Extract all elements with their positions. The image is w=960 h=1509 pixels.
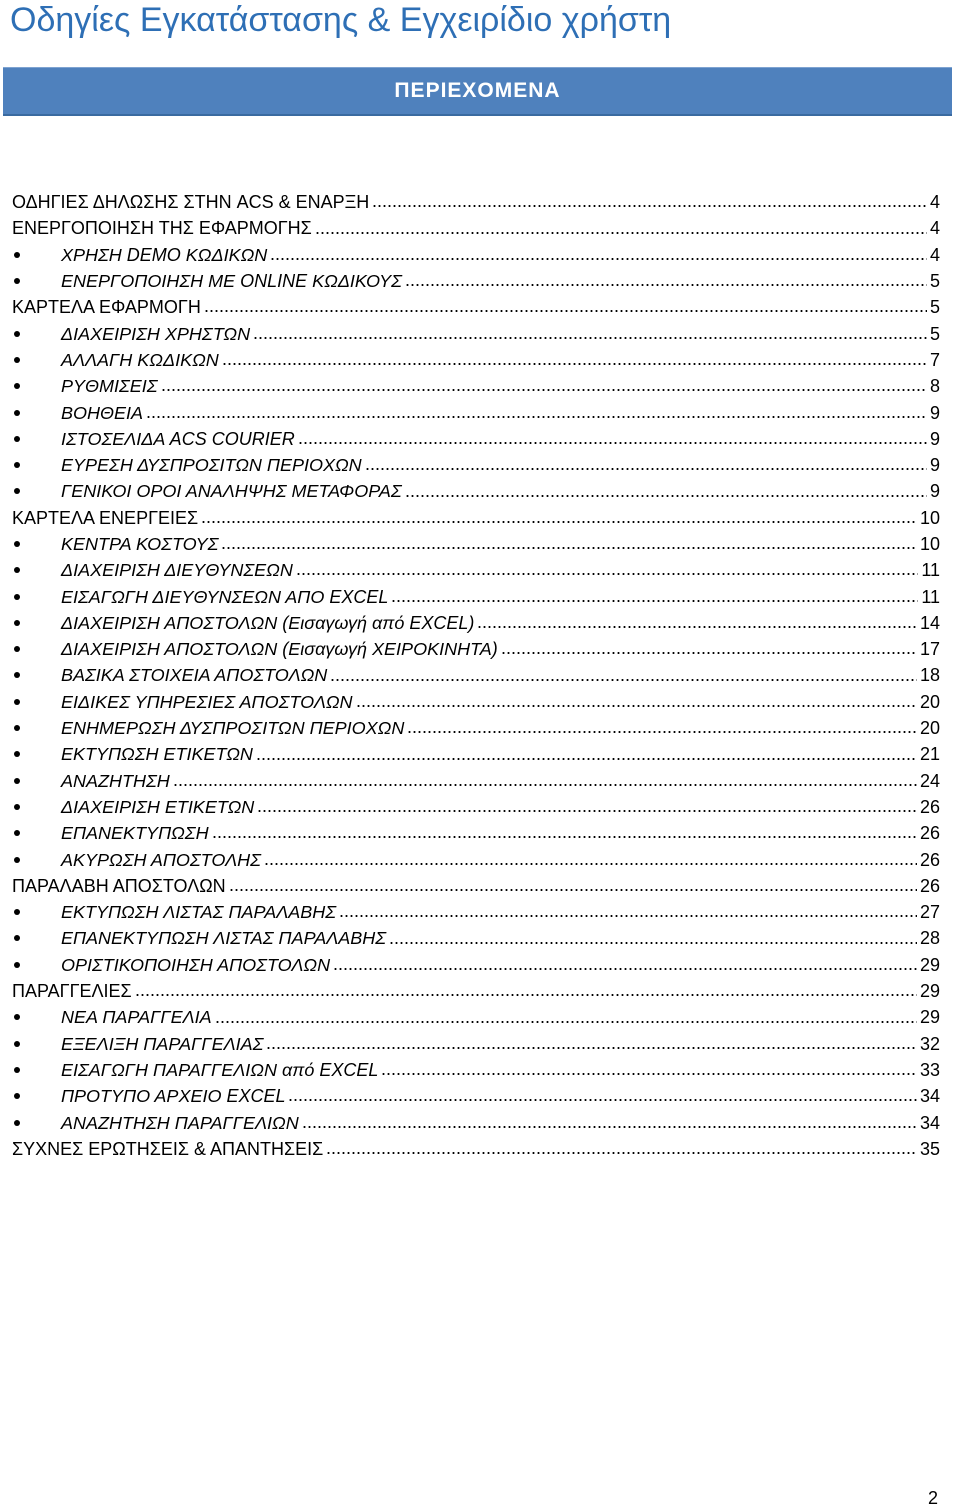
toc-subsection-entry[interactable] bbox=[0, 1031, 960, 1057]
dot-leader bbox=[302, 1125, 917, 1129]
toc-entry-title: ΣΥΧΝΕΣ ΕΡΩΤΗΣΕΙΣ & ΑΠΑΝΤΗΣΕΙΣ bbox=[12, 1138, 324, 1159]
toc-entry-title: ΚΑΡΤΕΛΑ ΕΝΕΡΓΕΙΕΣ bbox=[12, 507, 199, 528]
dot-leader bbox=[253, 336, 927, 340]
dot-leader bbox=[389, 941, 917, 945]
toc-entry-title: ΑΛΛΑΓΗ ΚΩΔΙΚΩΝ bbox=[61, 349, 219, 370]
toc-entry-title: ΕΙΔΙΚΕΣ ΥΠΗΡΕΣΙΕΣ ΑΠΟΣΤΟΛΩΝ bbox=[61, 691, 353, 712]
toc-subsection-entry[interactable] bbox=[0, 478, 960, 504]
bullet-icon bbox=[14, 1120, 20, 1126]
bullet-icon bbox=[14, 252, 20, 258]
toc-entry-page: 29 bbox=[919, 981, 940, 1002]
toc-entry-title: ΚΕΝΤΡΑ ΚΟΣΤΟΥΣ bbox=[61, 534, 219, 554]
toc-entry-title: ΠΑΡΑΓΓΕΛΙΕΣ bbox=[12, 981, 132, 1002]
toc-subsection-entry[interactable] bbox=[0, 715, 960, 741]
toc-subsection-entry[interactable] bbox=[0, 689, 960, 715]
toc-subsection-entry[interactable] bbox=[0, 1004, 960, 1030]
toc-entry-page: 21 bbox=[919, 744, 940, 765]
toc-entry-page: 5 bbox=[929, 323, 940, 344]
bullet-icon bbox=[14, 935, 20, 941]
dot-leader bbox=[135, 993, 917, 997]
bullet-icon bbox=[14, 778, 20, 784]
bullet-icon bbox=[14, 909, 20, 915]
contents-heading: ΠΕΡΙΕΧΟΜΕΝΑ bbox=[394, 79, 561, 102]
bullet-icon bbox=[14, 725, 20, 731]
toc-entry-page: 26 bbox=[919, 849, 940, 870]
toc-subsection-entry[interactable] bbox=[0, 925, 960, 951]
toc-entry-page: 26 bbox=[919, 823, 940, 844]
bullet-icon bbox=[14, 751, 20, 757]
toc-entry-title: ΓΕΝΙΚΟΙ ΟΡΟΙ ΑΝΑΛΗΨΗΣ ΜΕΤΑΦΟΡΑΣ bbox=[61, 481, 402, 502]
toc-subsection-entry[interactable] bbox=[0, 242, 960, 268]
toc-entry-page: 26 bbox=[919, 875, 940, 896]
toc-entry-title: ΕΞΕΛΙΞΗ ΠΑΡΑΓΓΕΛΙΑΣ bbox=[61, 1033, 264, 1054]
toc-entry-page: 20 bbox=[919, 691, 940, 712]
toc-entry-page: 24 bbox=[919, 770, 940, 791]
toc-entry-title: ΑΝΑΖΗΤΗΣΗ ΠΑΡΑΓΓΕΛΙΩΝ bbox=[61, 1112, 299, 1133]
dot-leader bbox=[365, 467, 927, 471]
toc-entry-page: 33 bbox=[919, 1059, 940, 1080]
toc-entry-title: ΕΚΤΥΠΩΣΗ ΕΤΙΚΕΤΩΝ bbox=[61, 744, 253, 765]
bullet-icon bbox=[14, 646, 20, 652]
toc-section-entry[interactable] bbox=[0, 505, 960, 531]
bullet-icon bbox=[14, 383, 20, 389]
bullet-icon bbox=[14, 462, 20, 468]
toc-entry-page: 34 bbox=[919, 1112, 940, 1133]
toc-entry-page: 14 bbox=[919, 612, 940, 633]
toc-subsection-entry[interactable] bbox=[0, 399, 960, 425]
bullet-icon bbox=[14, 410, 20, 416]
toc-subsection-entry[interactable] bbox=[0, 636, 960, 662]
toc-entry-title: ΕΥΡΕΣΗ ΔΥΣΠΡΟΣΙΤΩΝ ΠΕΡΙΟΧΩΝ bbox=[61, 455, 362, 476]
dot-leader bbox=[288, 1098, 916, 1102]
toc-subsection-entry[interactable] bbox=[0, 899, 960, 925]
toc-entry-title: ΕΝΗΜΕΡΩΣΗ ΔΥΣΠΡΟΣΙΤΩΝ ΠΕΡΙΟΧΩΝ bbox=[61, 718, 405, 739]
toc-entry-title: ΕΠΑΝΕΚΤΥΠΩΣΗ bbox=[61, 823, 209, 844]
toc-subsection-entry[interactable] bbox=[0, 741, 960, 767]
toc-entry-title: ΠΑΡΑΛΑΒΗ ΑΠΟΣΤΟΛΩΝ bbox=[12, 875, 226, 896]
dot-leader bbox=[212, 835, 917, 839]
bullet-icon bbox=[14, 567, 20, 573]
toc-entry-page: 7 bbox=[929, 349, 940, 370]
toc-subsection-entry[interactable] bbox=[0, 952, 960, 978]
dot-leader bbox=[296, 572, 918, 576]
toc-entry-page: 26 bbox=[919, 796, 940, 817]
dot-leader bbox=[315, 231, 927, 235]
toc-entry-page: 10 bbox=[919, 534, 940, 554]
bullet-icon bbox=[14, 1041, 20, 1047]
toc-entry-page: 11 bbox=[921, 560, 940, 581]
toc-entry-page: 4 bbox=[929, 244, 940, 265]
toc-subsection-entry[interactable] bbox=[0, 610, 960, 636]
toc-entry-page: 8 bbox=[929, 376, 940, 397]
toc-entry-title: ΕΠΑΝΕΚΤΥΠΩΣΗ ΛΙΣΤΑΣ ΠΑΡΑΛΑΒΗΣ bbox=[61, 928, 387, 949]
toc-subsection-entry[interactable] bbox=[0, 426, 960, 452]
bullet-icon bbox=[14, 672, 20, 678]
toc-subsection-entry[interactable] bbox=[0, 452, 960, 478]
toc-subsection-entry[interactable] bbox=[0, 794, 960, 820]
toc-subsection-entry[interactable] bbox=[0, 1109, 960, 1135]
toc-entry-title: ΑΝΑΖΗΤΗΣΗ bbox=[61, 770, 170, 791]
contents-banner bbox=[3, 67, 952, 116]
toc-entry-page: 11 bbox=[921, 586, 940, 607]
toc-entry-title: ΔΙΑΧΕΙΡΙΣΗ ΑΠΟΣΤΟΛΩΝ (Εισαγωγή από EXCEL) bbox=[61, 612, 475, 633]
page-number: 2 bbox=[927, 1488, 938, 1508]
toc-entry-title: ΠΡΟΤΥΠΟ ΑΡΧΕΙΟ EXCEL bbox=[61, 1086, 286, 1107]
bullet-icon bbox=[14, 1093, 20, 1099]
toc-entry-title: ΙΣΤΟΣΕΛΙΔΑ ACS COURIER bbox=[61, 428, 295, 449]
dot-leader bbox=[146, 415, 927, 419]
toc-subsection-entry[interactable] bbox=[0, 768, 960, 794]
dot-leader bbox=[372, 204, 927, 208]
bullet-icon bbox=[14, 541, 20, 547]
toc-entry-title: ΕΝΕΡΓΟΠΟΙΗΣΗ ΜΕ ONLINE ΚΩΔΙΚΟΥΣ bbox=[61, 271, 402, 292]
dot-leader bbox=[405, 494, 927, 498]
bullet-icon bbox=[14, 699, 20, 705]
toc-entry-title: ΡΥΘΜΙΣΕΙΣ bbox=[61, 376, 158, 397]
dot-leader bbox=[256, 757, 917, 761]
toc-entry-title: ΒΑΣΙΚΑ ΣΤΟΙΧΕΙΑ ΑΠΟΣΤΟΛΩΝ bbox=[61, 665, 328, 686]
dot-leader bbox=[330, 678, 917, 682]
dot-leader bbox=[173, 783, 917, 787]
dot-leader bbox=[264, 862, 917, 866]
bullet-icon bbox=[14, 436, 20, 442]
toc-entry-page: 35 bbox=[919, 1138, 940, 1159]
toc-entry-title: ΑΚΥΡΩΣΗ ΑΠΟΣΤΟΛΗΣ bbox=[61, 849, 261, 870]
toc-subsection-entry[interactable] bbox=[0, 820, 960, 846]
toc-section-entry[interactable] bbox=[0, 1136, 960, 1162]
toc-entry-title: ΒΟΗΘΕΙΑ bbox=[61, 402, 144, 423]
toc-subsection-entry[interactable] bbox=[0, 320, 960, 346]
dot-leader bbox=[381, 1072, 917, 1076]
bullet-icon bbox=[14, 331, 20, 337]
dot-leader bbox=[333, 967, 917, 971]
toc-entry-page: 34 bbox=[919, 1086, 940, 1107]
toc-entry-page: 18 bbox=[919, 665, 940, 686]
bullet-icon bbox=[14, 488, 20, 494]
bullet-icon bbox=[14, 804, 20, 810]
toc-entry-page: 32 bbox=[919, 1033, 940, 1054]
toc-entry-page: 9 bbox=[929, 402, 940, 423]
bullet-icon bbox=[14, 1014, 20, 1020]
bullet-icon bbox=[14, 357, 20, 363]
toc-entry-page: 29 bbox=[919, 954, 940, 975]
dot-leader bbox=[229, 888, 917, 892]
toc-entry-page: 9 bbox=[929, 428, 940, 449]
dot-leader bbox=[204, 309, 927, 313]
toc-subsection-entry[interactable] bbox=[0, 531, 960, 557]
table-of-contents bbox=[0, 189, 960, 1162]
toc-entry-title: ΕΙΣΑΓΩΓΗ ΔΙΕΥΘΥΝΣΕΩΝ ΑΠΟ EXCEL bbox=[61, 586, 389, 607]
toc-entry-title: ΔΙΑΧΕΙΡΙΣΗ ΕΤΙΚΕΤΩΝ bbox=[61, 796, 255, 817]
dot-leader bbox=[356, 704, 917, 708]
dot-leader bbox=[215, 1020, 917, 1024]
document-title: Οδηγίες Εγκατάστασης & Εγχειρίδιο χρήστη bbox=[10, 1, 672, 39]
toc-entry-title: ΝΕΑ ΠΑΡΑΓΓΕΛΙΑ bbox=[61, 1007, 212, 1028]
dot-leader bbox=[501, 651, 917, 655]
toc-entry-page: 28 bbox=[919, 928, 940, 949]
toc-entry-page: 29 bbox=[919, 1007, 940, 1028]
dot-leader bbox=[221, 546, 917, 550]
toc-entry-title: ΟΔΗΓΙΕΣ ΔΗΛΩΣΗΣ ΣΤΗΝ ACS & ΕΝΑΡΞΗ bbox=[12, 192, 370, 213]
toc-entry-title: ΕΚΤΥΠΩΣΗ ΛΙΣΤΑΣ ΠΑΡΑΛΑΒΗΣ bbox=[61, 902, 337, 923]
toc-subsection-entry[interactable] bbox=[0, 846, 960, 872]
toc-entry-page: 5 bbox=[929, 297, 940, 318]
toc-subsection-entry[interactable] bbox=[0, 1057, 960, 1083]
toc-subsection-entry[interactable] bbox=[0, 268, 960, 294]
toc-entry-title: ΧΡΗΣΗ DEMO ΚΩΔΙΚΩΝ bbox=[61, 244, 268, 265]
toc-entry-page: 4 bbox=[929, 192, 940, 213]
bullet-icon bbox=[14, 830, 20, 836]
bullet-icon bbox=[14, 278, 20, 284]
toc-section-entry[interactable] bbox=[0, 215, 960, 241]
toc-entry-page: 17 bbox=[919, 639, 940, 660]
bullet-icon bbox=[14, 594, 20, 600]
toc-entry-page: 9 bbox=[929, 455, 940, 476]
dot-leader bbox=[391, 599, 918, 603]
dot-leader bbox=[257, 809, 917, 813]
toc-entry-page: 20 bbox=[919, 718, 940, 739]
toc-subsection-entry[interactable] bbox=[0, 373, 960, 399]
toc-entry-page: 10 bbox=[919, 507, 940, 528]
dot-leader bbox=[339, 914, 917, 918]
toc-section-entry[interactable] bbox=[0, 978, 960, 1004]
bullet-icon bbox=[14, 620, 20, 626]
dot-leader bbox=[266, 1046, 917, 1050]
dot-leader bbox=[270, 257, 927, 261]
toc-subsection-entry[interactable] bbox=[0, 347, 960, 373]
toc-entry-page: 4 bbox=[929, 218, 940, 239]
toc-section-entry[interactable] bbox=[0, 873, 960, 899]
dot-leader bbox=[222, 362, 927, 366]
bullet-icon bbox=[14, 857, 20, 863]
toc-entry-page: 9 bbox=[929, 481, 940, 502]
toc-entry-page: 27 bbox=[919, 902, 940, 923]
toc-subsection-entry[interactable] bbox=[0, 1083, 960, 1109]
toc-entry-title: ΔΙΑΧΕΙΡΙΣΗ ΔΙΕΥΘΥΝΣΕΩΝ bbox=[61, 560, 293, 581]
toc-section-entry[interactable] bbox=[0, 294, 960, 320]
dot-leader bbox=[201, 520, 917, 524]
dot-leader bbox=[326, 1151, 917, 1155]
toc-entry-title: ΔΙΑΧΕΙΡΙΣΗ ΧΡΗΣΤΩΝ bbox=[61, 323, 251, 344]
toc-entry-title: ΔΙΑΧΕΙΡΙΣΗ ΑΠΟΣΤΟΛΩΝ (Εισαγωγή ΧΕΙΡΟΚΙΝΗΤΑ) bbox=[61, 639, 498, 660]
toc-entry-title: ΕΙΣΑΓΩΓΗ ΠΑΡΑΓΓΕΛΙΩΝ από EXCEL bbox=[61, 1059, 379, 1080]
toc-section-entry[interactable] bbox=[0, 189, 960, 215]
toc-subsection-entry[interactable] bbox=[0, 583, 960, 609]
dot-leader bbox=[298, 441, 927, 445]
bullet-icon bbox=[14, 962, 20, 968]
dot-leader bbox=[477, 625, 917, 629]
toc-subsection-entry[interactable] bbox=[0, 557, 960, 583]
toc-entry-title: ΟΡΙΣΤΙΚΟΠΟΙΗΣΗ ΑΠΟΣΤΟΛΩΝ bbox=[61, 954, 331, 975]
toc-entry-page: 5 bbox=[929, 271, 940, 292]
dot-leader bbox=[407, 730, 917, 734]
dot-leader bbox=[161, 388, 927, 392]
toc-entry-title: ΚΑΡΤΕΛΑ ΕΦΑΡΜΟΓΗ bbox=[12, 297, 201, 318]
toc-entry-title: ΕΝΕΡΓΟΠΟΙΗΣΗ ΤΗΣ ΕΦΑΡΜΟΓΗΣ bbox=[12, 218, 312, 239]
dot-leader bbox=[405, 283, 927, 287]
toc-subsection-entry[interactable] bbox=[0, 662, 960, 688]
bullet-icon bbox=[14, 1067, 20, 1073]
